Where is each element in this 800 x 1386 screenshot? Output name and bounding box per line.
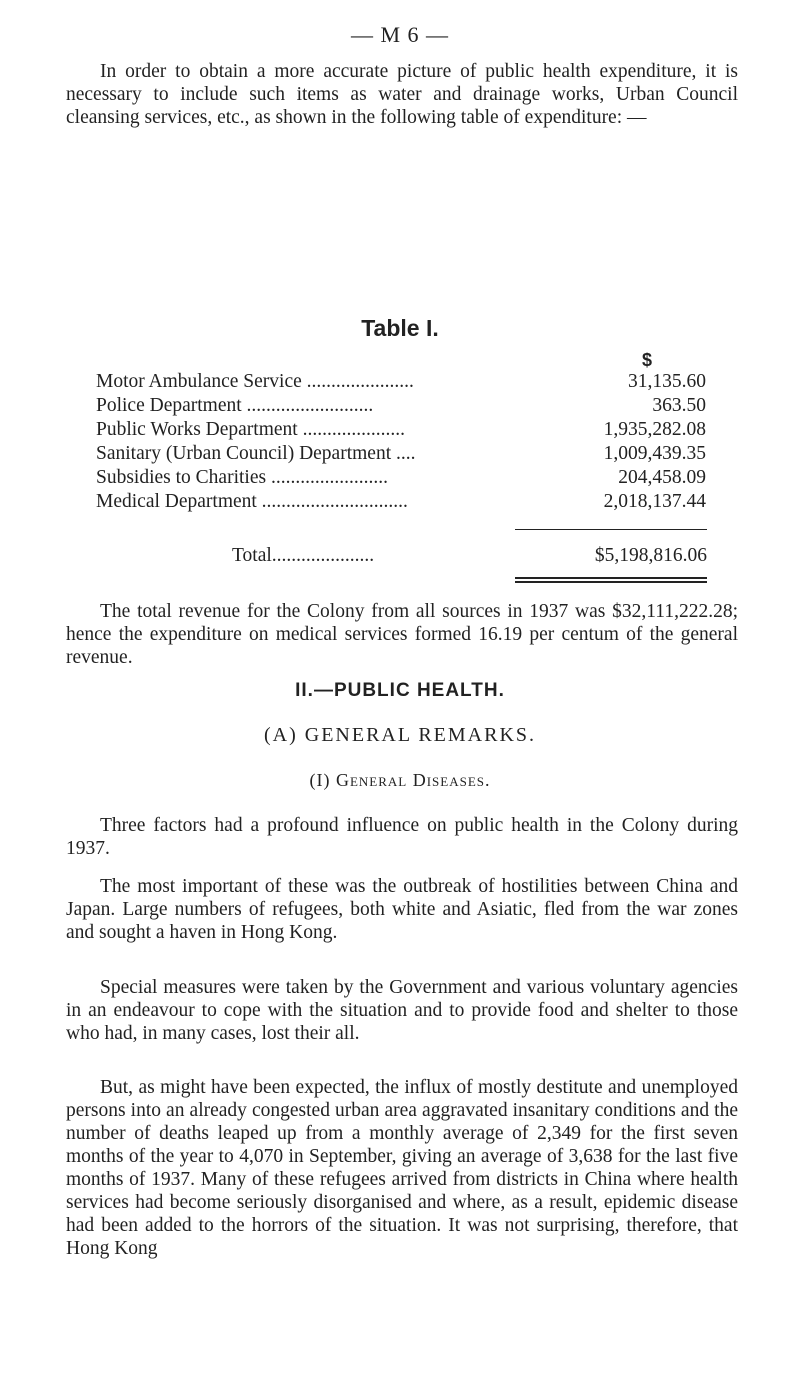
total-label: Total.....................: [232, 545, 375, 566]
double-rule-bottom: [515, 581, 707, 583]
row-label: Motor Ambulance Service ......................: [96, 371, 414, 392]
section-title: II.—PUBLIC HEALTH.: [295, 680, 505, 701]
row-amount: 363.50: [652, 395, 706, 416]
row-amount: 31,135.60: [628, 371, 706, 392]
table-row: [96, 491, 706, 515]
table-title: Table I.: [361, 315, 439, 341]
table-row: [96, 395, 706, 419]
row-amount: 1,935,282.08: [603, 419, 706, 440]
table-row: [96, 467, 706, 491]
currency-symbol: $: [641, 350, 652, 370]
row-label: Sanitary (Urban Council) Department ....: [96, 443, 416, 464]
intro-paragraph: In order to obtain a more accurate picture of public health expenditure, it is necessary to include such items as water and drainage works, Urban Council cleansing services, etc., as shown in the following table of expenditure: —: [66, 61, 738, 128]
double-rule-top: [515, 577, 707, 579]
total-amount: $5,198,816.06: [594, 545, 707, 566]
body-paragraph: Special measures were taken by the Government and various voluntary agencies in an endeavour to cope with the situation and to provide food and shelter to those who had, in many cases, lost their all.: [66, 977, 738, 1044]
table-row: [96, 443, 706, 467]
section-subtitle: (A) GENERAL REMARKS.: [263, 724, 537, 746]
page-header: — M 6 —: [350, 22, 450, 47]
body-paragraph: The most important of these was the outbreak of hostilities between China and Japan. Large numbers of refugees, both white and Asiatic, fled from the war zones and sought a haven in Hong Kong.: [66, 876, 738, 943]
revenue-paragraph: The total revenue for the Colony from all sources in 1937 was $32,111,222.28; hence the expenditure on medical services formed 16.19 per centum of the general revenue.: [66, 601, 738, 668]
row-label: Police Department ..........................: [96, 395, 374, 416]
row-amount: 2,018,137.44: [603, 491, 706, 512]
row-label: Subsidies to Charities ........................: [96, 467, 388, 488]
row-amount: 1,009,439.35: [603, 443, 706, 464]
row-amount: 204,458.09: [618, 467, 706, 488]
section-subsubtitle: (I) General Diseases.: [309, 770, 491, 790]
table-row: [96, 419, 706, 443]
table-row: [96, 371, 706, 395]
row-label: Medical Department ..............................: [96, 491, 408, 512]
body-paragraph: Three factors had a profound influence on public health in the Colony during 1937.: [66, 815, 738, 859]
subtotal-rule: [515, 529, 707, 530]
body-paragraph: But, as might have been expected, the influx of mostly destitute and unemployed persons into an already congested urban area aggravated insanitary conditions and the number of deaths leaped up from a monthly average of 2,349 for the first seven months of the year to 4,070 in September, giving an average of 3,638 for the last five months of 1937. Many of these refugees arrived from districts in China where health services had become seriously disorganised and where, as a result, epidemic disease had been added to the horrors of the situation. It was not surprising, therefore, that Hong Kong: [66, 1077, 738, 1259]
row-label: Public Works Department .....................: [96, 419, 405, 440]
